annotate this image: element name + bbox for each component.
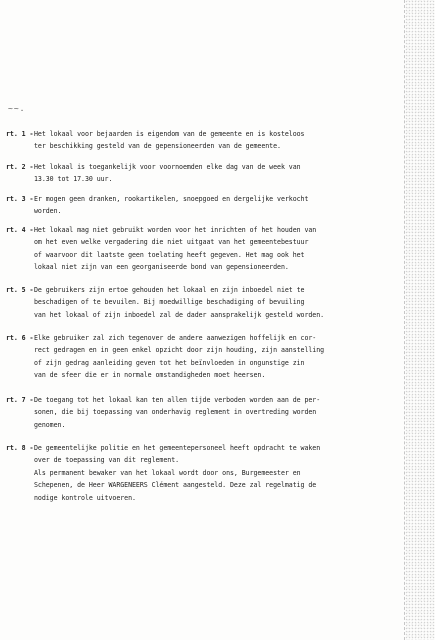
text-line: lokaal niet zijn van een georganiseerde bond van gepensioneerden. <box>34 263 289 272</box>
article-6 <box>6 332 398 382</box>
article-label: rt. 4 - <box>6 226 34 234</box>
text-line: worden. <box>34 207 62 216</box>
article-text <box>34 128 398 153</box>
article-text <box>34 284 398 321</box>
article-text <box>34 161 398 186</box>
article-label: rt. 2 - <box>6 163 34 171</box>
article-1 <box>6 128 398 153</box>
text-line: rect gedragen en in geen enkel opzicht door zijn houding, zijn aanstelling <box>34 346 325 355</box>
article-label: rt. 7 - <box>6 396 34 404</box>
text-line: De gebruikers zijn ertoe gehouden het lokaal en zijn inboedel niet te <box>34 286 305 294</box>
article-label: rt. 6 - <box>6 334 34 342</box>
article-label: rt. 8 - <box>6 444 34 452</box>
text-line: De gemeentelijke politie en het gemeentepersoneel heeft opdracht te waken <box>34 444 321 452</box>
scan-noise-edge <box>405 0 435 640</box>
text-line: De toegang tot het lokaal kan ten allen tijde verboden worden aan de per- <box>34 396 321 404</box>
article-3 <box>6 193 398 218</box>
top-mark: ~~. <box>8 104 26 113</box>
text-line: Als permanent bewaker van het lokaal wordt door ons, Burgemeester en <box>34 468 301 477</box>
article-4 <box>6 224 398 274</box>
article-text <box>34 193 398 218</box>
text-line: Het lokaal voor bejaarden is eigendom van de gemeente en is kosteloos <box>34 130 305 138</box>
text-line: of zijn gedrag aanleiding geven tot het beïnvloeden in ongunstige zin <box>34 358 305 367</box>
article-7 <box>6 394 398 431</box>
text-line: ter beschikking gesteld van de gepensioneerden van de gemeente. <box>34 142 281 151</box>
article-text <box>34 442 398 504</box>
text-line: of waarvoor dit laatste geen toelating heeft gegeven. Het mag ook het <box>34 250 305 259</box>
text-line: over de toepassing van dit reglement. <box>34 456 180 465</box>
text-line: Het lokaal is toegankelijk voor voornoemden elke dag van de week van <box>34 163 301 171</box>
text-line: sonen, die bij toepassing van onderhavig reglement in overtreding worden <box>34 408 317 417</box>
article-text <box>34 224 398 274</box>
text-line: van het lokaal of zijn inboedel zal de dader aansprakelijk gesteld worden. <box>34 310 325 319</box>
article-2 <box>6 161 398 186</box>
article-5 <box>6 284 398 321</box>
text-line: beschadigen of te bevuilen. Bij moedwillige beschadiging of bevuiling <box>34 298 305 307</box>
article-label: rt. 5 - <box>6 286 34 294</box>
text-line: van de sfeer die er in normale omstandigheden moet heersen. <box>34 371 266 380</box>
text-line: genomen. <box>34 420 66 429</box>
text-line: 13.30 tot 17.30 uur. <box>34 175 113 184</box>
article-text <box>34 394 398 431</box>
article-8 <box>6 442 398 504</box>
text-line: om het even welke vergadering die niet uitgaat van het gemeentebestuur <box>34 238 309 247</box>
article-label: rt. 3 - <box>6 195 34 203</box>
text-line: Er mogen geen dranken, rookartikelen, snoepgoed en dergelijke verkocht <box>34 195 309 203</box>
article-label: rt. 1 - <box>6 130 34 138</box>
article-text <box>34 332 398 382</box>
text-line: Schepenen, de Heer WARGENEERS Clément aangesteld. Deze zal regelmatig de <box>34 481 317 490</box>
text-line: Elke gebruiker zal zich tegenover de andere aanwezigen hoffelijk en cor- <box>34 334 317 342</box>
text-line: nodige kontrole uitvoeren. <box>34 493 136 502</box>
text-line: Het lokaal mag niet gebruikt worden voor het inrichten of het houden van <box>34 226 317 234</box>
